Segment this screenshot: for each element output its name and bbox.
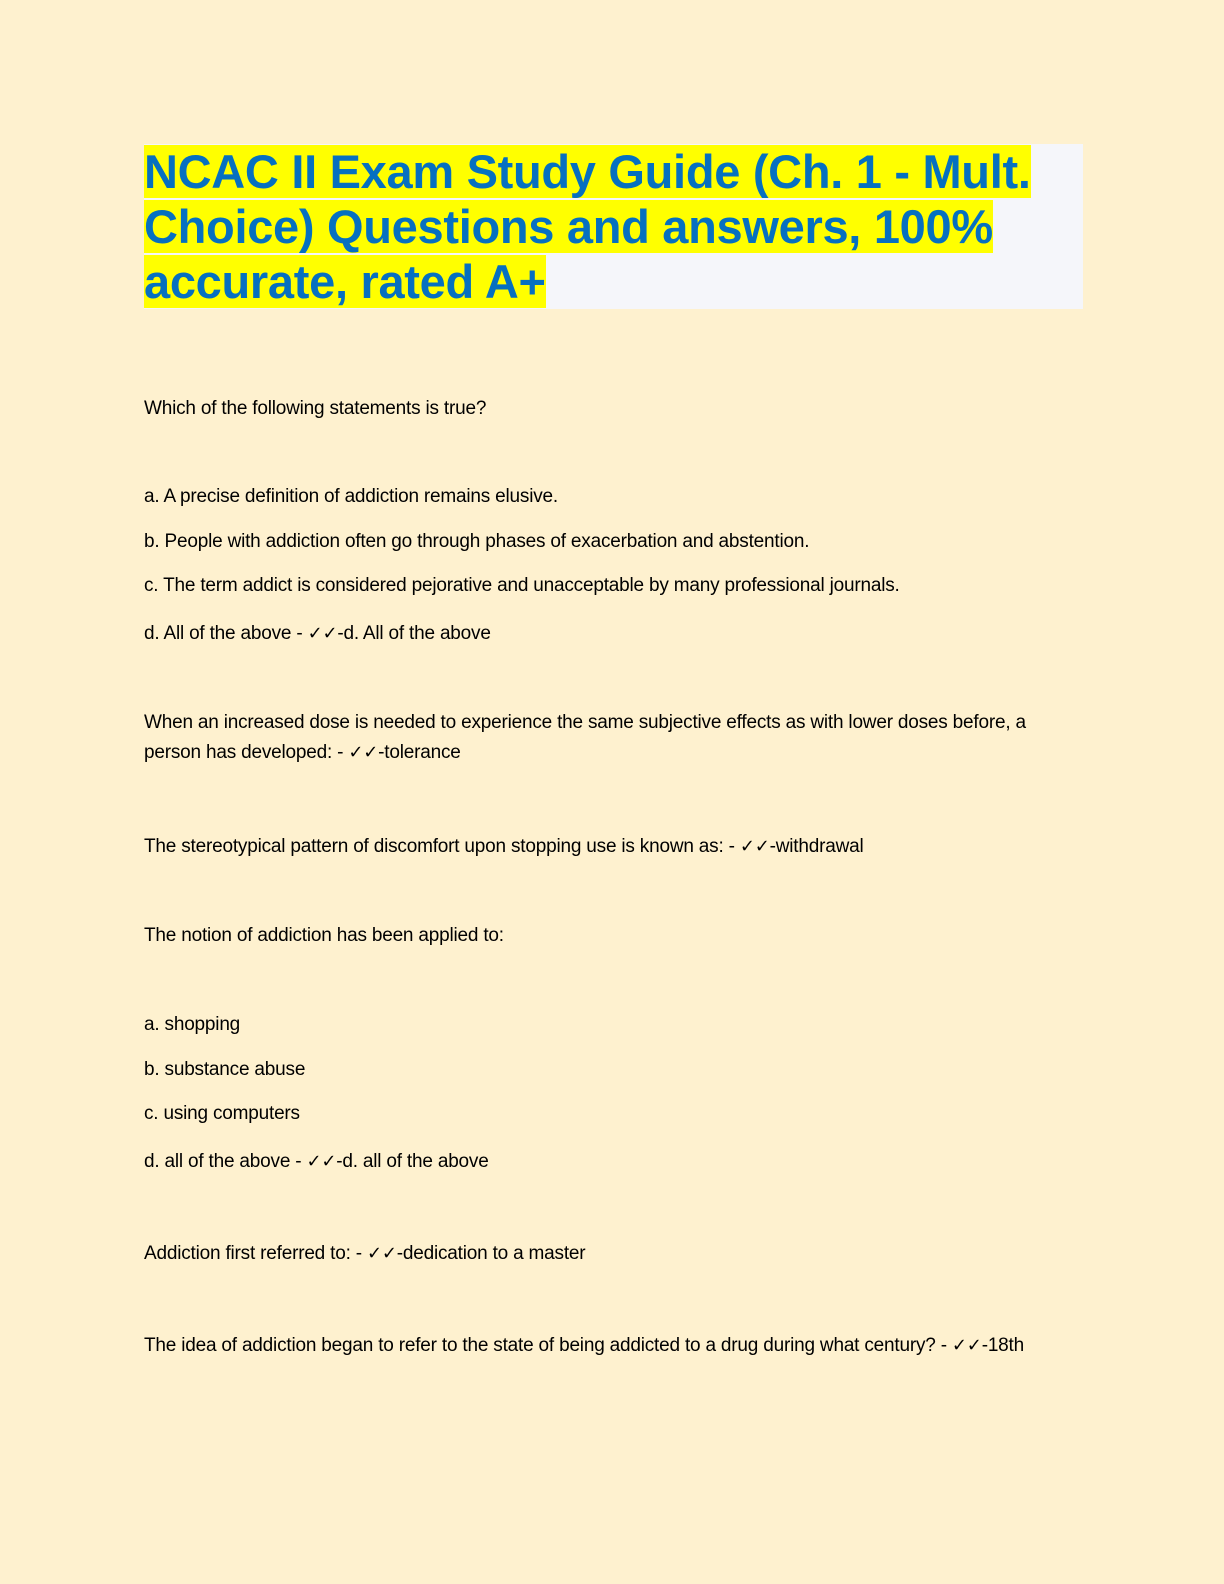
question-text: The idea of addiction began to refer to the state of being addicted to a drug during what century? - <box>144 1335 947 1356</box>
title-block <box>144 144 1083 309</box>
double-check-icon: ✓✓ <box>739 836 770 857</box>
title-line-3: accurate, rated A+ <box>144 255 546 308</box>
double-check-icon: ✓✓ <box>951 1335 982 1356</box>
question-with-answer <box>144 1239 585 1269</box>
double-check-icon: ✓✓ <box>306 1151 337 1172</box>
question-text: The notion of addiction has been applied to: <box>144 925 504 946</box>
document-title <box>144 144 1083 309</box>
correct-answer: -d. all of the above <box>336 1151 489 1172</box>
question-with-answer <box>144 708 1084 768</box>
correct-answer: -tolerance <box>378 742 461 763</box>
correct-answer: -18th <box>981 1335 1024 1356</box>
question-with-answer <box>144 1331 1069 1361</box>
answer-option: c. using computers <box>144 1103 300 1124</box>
answer-option-with-answer <box>144 619 491 649</box>
double-check-icon: ✓✓ <box>348 742 379 763</box>
answer-option: d. All of the above - <box>144 623 303 644</box>
question-text: Which of the following statements is true? <box>144 398 487 419</box>
correct-answer: -d. All of the above <box>337 623 491 644</box>
answer-option: b. substance abuse <box>144 1059 306 1080</box>
answer-option: c. The term addict is considered pejorative and unacceptable by many professional journals. <box>144 575 900 596</box>
double-check-icon: ✓✓ <box>307 623 338 644</box>
question-text: Addiction first referred to: - <box>144 1243 362 1264</box>
answer-option: a. shopping <box>144 1014 241 1035</box>
question-text: The stereotypical pattern of discomfort upon stopping use is known as: - <box>144 836 735 857</box>
question-with-answer <box>144 832 864 862</box>
answer-option: d. all of the above - <box>144 1151 302 1172</box>
question-text: When an increased dose is needed to experience the same subjective effects as with lower doses before, a person has developed: - <box>144 712 1026 763</box>
correct-answer: -dedication to a master <box>396 1243 586 1264</box>
answer-option-with-answer <box>144 1147 489 1177</box>
title-line-1: NCAC II Exam Study Guide (Ch. 1 - Mult. <box>144 145 1031 198</box>
answer-option: b. People with addiction often go through phases of exacerbation and abstention. <box>144 531 810 552</box>
correct-answer: -withdrawal <box>769 836 864 857</box>
double-check-icon: ✓✓ <box>366 1243 397 1264</box>
answer-option: a. A precise definition of addiction remains elusive. <box>144 486 558 507</box>
title-line-2: Choice) Questions and answers, 100% <box>144 200 993 253</box>
